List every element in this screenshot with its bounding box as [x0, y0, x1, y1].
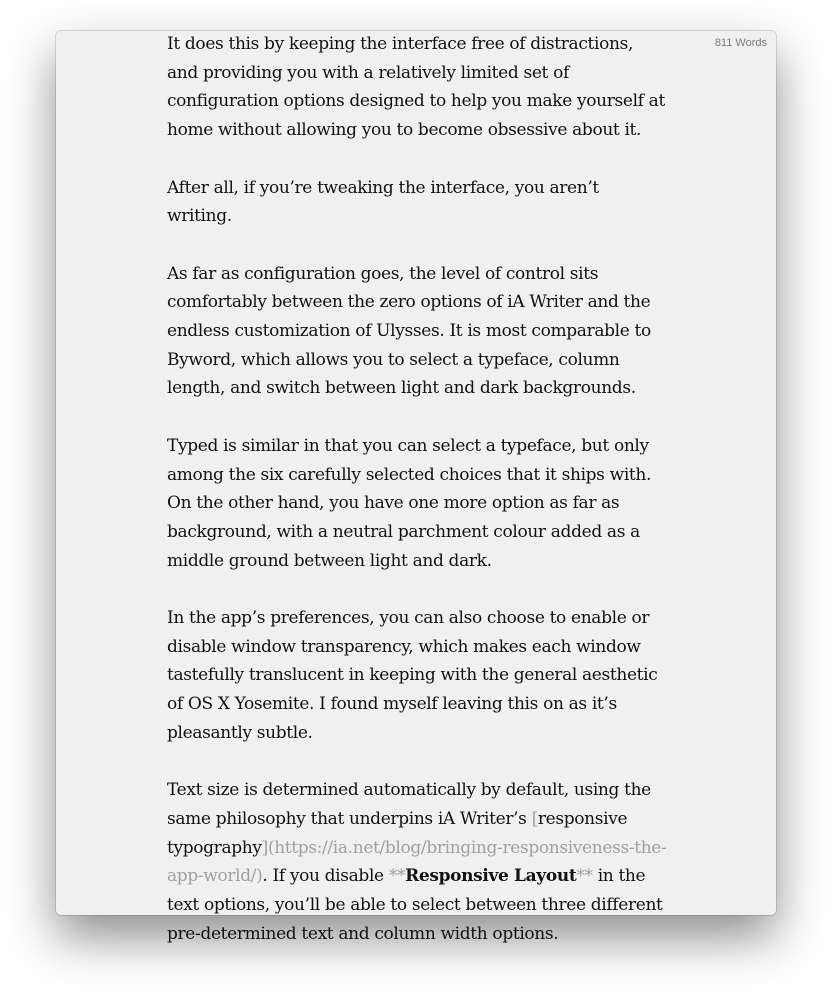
- editor-window: [56, 31, 776, 944]
- markdown-link-url[interactable]: ](https://ia.net/blog/bringing-responsiveness-the-app-world/): [167, 837, 667, 887]
- text-editor[interactable]: [167, 30, 667, 977]
- markdown-link-open-bracket: [: [531, 808, 538, 829]
- paragraph-text: . If you disable: [262, 866, 389, 887]
- paragraph[interactable]: In the app’s preferences, you can also choose to enable or disable window transparency, which makes each window tastefully translucent in keeping with the general aesthetic of OS X Yosemite. I found myself leaving this on as it’s pleasantly subtle.: [167, 608, 658, 743]
- markdown-bold-marker: **: [388, 866, 406, 887]
- markdown-link-text[interactable]: responsive typography: [167, 808, 628, 858]
- paragraph[interactable]: It does this by keeping the interface free of distractions, and providing you with a relatively limited set of configuration options designed to help you make yourself at home without allowing you to become obsessive about it.: [167, 34, 665, 141]
- paragraph[interactable]: As far as configuration goes, the level of control sits comfortably between the zero options of iA Writer and the endless customization of Ulysses. It is most comparable to Byword, which allows you to select a typeface, column length, and switch between light and dark backgrounds.: [167, 263, 651, 399]
- paragraph[interactable]: Typed is similar in that you can select a typeface, but only among the six carefully selected choices that it ships with. On the other hand, you have one more option as far as background, with a neutral parchment colour added as a middle ground between light and dark.: [167, 435, 652, 571]
- paragraph[interactable]: [167, 776, 667, 948]
- paragraph-text: in the text options, you’ll be able to select between three different pre-determined text and column width options.: [167, 866, 663, 944]
- paragraph-text: Text size is determined automatically by default, using the same philosophy that underpins iA Writer’s: [167, 780, 651, 829]
- markdown-bold-marker: **: [576, 866, 593, 887]
- paragraph[interactable]: After all, if you’re tweaking the interface, you aren’t writing.: [167, 177, 599, 227]
- bold-text: Responsive Layout: [405, 866, 577, 887]
- word-count-label[interactable]: 811 Words: [714, 37, 767, 49]
